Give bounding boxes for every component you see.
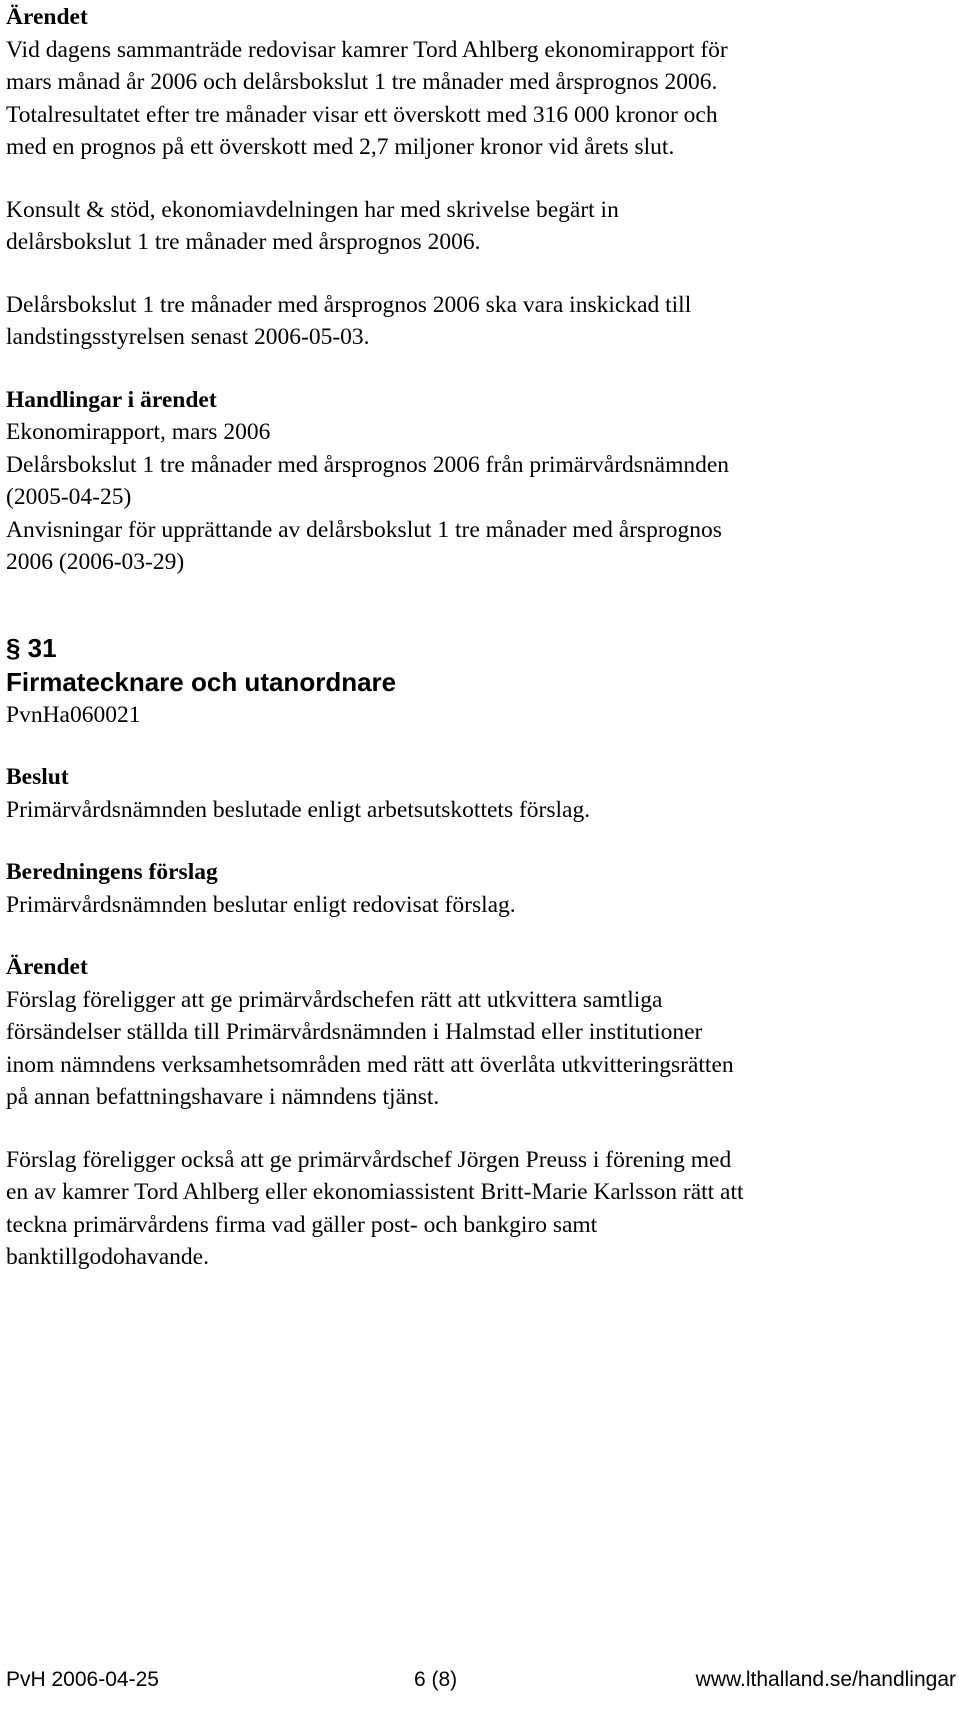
- arendet-paragraph-1: [6, 34, 956, 164]
- section-heading-arendet: Ärendet: [6, 4, 88, 30]
- spacer: [6, 164, 956, 194]
- spacer: [6, 826, 956, 856]
- arendet-paragraph-2: [6, 194, 956, 259]
- text-line: försändelser ställda till Primärvårdsnämnden i Halmstad eller institutioner: [6, 1019, 703, 1045]
- text-line: en av kamrer Tord Ahlberg eller ekonomiassistent Britt-Marie Karlsson rätt att: [6, 1179, 744, 1205]
- section-number: § 31: [6, 632, 57, 663]
- footer-date: PvH 2006-04-25: [6, 1668, 159, 1691]
- footer-url: www.lthalland.se/handlingar: [695, 1668, 956, 1691]
- spacer: [6, 731, 956, 761]
- section-title: Firmatecknare och utanordnare: [6, 666, 397, 697]
- text-line: teckna primärvårdens firma vad gäller post- och bankgiro samt: [6, 1211, 598, 1238]
- list-item: Anvisningar för upprättande av delårsbokslut 1 tre månader med årsprognos: [6, 516, 722, 543]
- text-line: på annan befattningshavare i nämndens tjänst.: [6, 1084, 440, 1110]
- section-heading-arendet-2: Ärendet: [6, 954, 88, 980]
- page-footer: [6, 1665, 956, 1695]
- document-body: [6, 1, 956, 1274]
- arendet-2-paragraph-2: [6, 1144, 956, 1274]
- text-line: Förslag föreligger att ge primärvårdschefen rätt att utkvittera samtliga: [6, 986, 663, 1013]
- arendet-2-paragraph-1: [6, 984, 956, 1114]
- arendet-paragraph-3: [6, 289, 956, 354]
- text-line: mars månad år 2006 och delårsbokslut 1 tre månader med årsprognos 2006.: [6, 69, 718, 95]
- text-line: med en prognos på ett överskott med 2,7 miljoner kronor vid årets slut.: [6, 134, 675, 160]
- section-heading-beredning: Beredningens förslag: [6, 859, 218, 885]
- list-item: Delårsbokslut 1 tre månader med årsprognos 2006 från primärvårdsnämnden: [6, 451, 730, 478]
- handlingar-list: [6, 416, 956, 579]
- spacer: [6, 354, 956, 384]
- case-reference: PvnHa060021: [6, 701, 141, 728]
- text-line: delårsbokslut 1 tre månader med årsprognos 2006.: [6, 229, 481, 255]
- text-line: inom nämndens verksamhetsområden med rätt att överlåta utkvitteringsrätten: [6, 1051, 734, 1078]
- beredning-text: Primärvårdsnämnden beslutar enligt redovisat förslag.: [6, 891, 516, 918]
- text-line: Förslag föreligger också att ge primärvårdschef Jörgen Preuss i förening med: [6, 1146, 732, 1173]
- text-line: Konsult & stöd, ekonomiavdelningen har med skrivelse begärt in: [6, 196, 619, 223]
- footer-page-number: 6 (8): [414, 1668, 458, 1691]
- list-item: Ekonomirapport, mars 2006: [6, 419, 271, 445]
- beslut-text: Primärvårdsnämnden beslutade enligt arbetsutskottets förslag.: [6, 796, 591, 823]
- text-line: Vid dagens sammanträde redovisar kamrer Tord Ahlberg ekonomirapport för: [6, 36, 728, 63]
- text-line: Totalresultatet efter tre månader visar ett överskott med 316 000 kronor och: [6, 101, 718, 128]
- spacer: [6, 1114, 956, 1144]
- text-line: Delårsbokslut 1 tre månader med årsprognos 2006 ska vara inskickad till: [6, 291, 692, 318]
- section-heading-handlingar: Handlingar i ärendet: [6, 386, 217, 413]
- section-heading-beslut: Beslut: [6, 764, 69, 790]
- spacer: [6, 259, 956, 289]
- list-item: (2005-04-25): [6, 484, 132, 510]
- text-line: landstingsstyrelsen senast 2006-05-03.: [6, 324, 370, 350]
- list-item: 2006 (2006-03-29): [6, 549, 185, 575]
- spacer: [6, 579, 956, 631]
- spacer: [6, 921, 956, 951]
- text-line: banktillgodohavande.: [6, 1244, 209, 1270]
